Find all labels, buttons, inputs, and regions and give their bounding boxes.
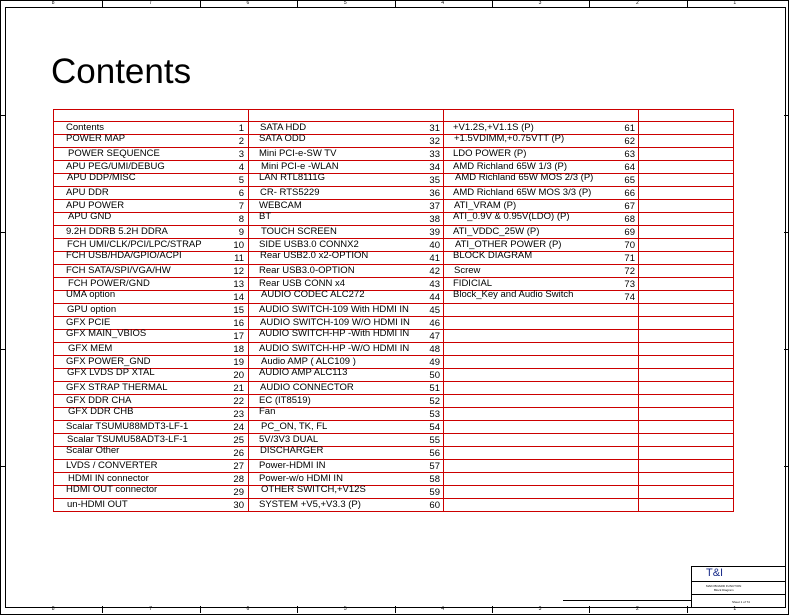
toc-entry-name: Contents xyxy=(66,122,105,133)
toc-entry-page-number: 6 xyxy=(238,188,244,199)
toc-entry-name: Audio AMP ( ALC109 ) xyxy=(261,356,356,367)
table-row-line xyxy=(53,290,734,291)
toc-entry-name: GFX LVDS DP XTAL xyxy=(67,367,155,378)
toc-entry-page-number: 34 xyxy=(429,162,440,173)
toc-entry-page-number: 10 xyxy=(233,240,244,251)
toc-entry-page-number: 38 xyxy=(429,214,440,225)
zone-label: 6 xyxy=(246,0,250,6)
zone-side-tick xyxy=(784,115,789,116)
zone-label: 8 xyxy=(51,606,55,612)
table-column-line xyxy=(248,109,249,511)
toc-entry-page-number: 70 xyxy=(624,240,635,251)
toc-entry-name: APU DDR xyxy=(66,187,109,198)
toc-entry-page-number: 57 xyxy=(429,461,440,472)
toc-entry-page-number: 31 xyxy=(429,123,440,134)
toc-entry-name: EC (IT8519) xyxy=(259,395,311,406)
toc-entry-name: Scalar TSUMU88MDT3-LF-1 xyxy=(66,421,189,432)
toc-entry-page-number: 59 xyxy=(429,487,440,498)
toc-entry-name: ATI_OTHER POWER (P) xyxy=(455,239,562,250)
zone-side-tick xyxy=(0,466,5,467)
zone-label: 5 xyxy=(343,606,347,612)
toc-entry-page-number: 49 xyxy=(429,357,440,368)
toc-entry-page-number: 20 xyxy=(233,370,244,381)
toc-entry-name: +1.5VDIMM,+0.75VTT (P) xyxy=(454,133,565,144)
toc-entry-name: ATI_VRAM (P) xyxy=(454,200,517,211)
toc-entry-name: DISCHARGER xyxy=(260,445,324,456)
zone-divider xyxy=(102,606,103,613)
table-row-line xyxy=(53,121,734,122)
toc-entry-name: AMD Richland 65W MOS 2/3 (P) xyxy=(455,172,594,183)
zone-side-tick xyxy=(0,232,5,233)
table-row-line xyxy=(53,173,734,174)
toc-entry-name: Mini PCI-e-SW TV xyxy=(259,148,337,159)
zone-divider xyxy=(102,0,103,7)
table-column-line xyxy=(443,109,444,511)
toc-entry-name: AUDIO SWITCH-109 With HDMI IN xyxy=(259,304,409,315)
zone-divider xyxy=(492,606,493,613)
zone-divider xyxy=(395,0,396,7)
toc-entry-name: Power-HDMI IN xyxy=(259,460,326,471)
zone-label: 4 xyxy=(441,606,444,612)
toc-entry-page-number: 22 xyxy=(233,396,244,407)
zone-side-tick xyxy=(784,466,789,467)
toc-entry-name: AUDIO SWITCH-HP -With HDMI IN xyxy=(259,328,410,339)
toc-entry-page-number: 71 xyxy=(624,253,635,264)
table-row-line xyxy=(53,277,734,278)
zone-label: 6 xyxy=(246,606,250,612)
zone-label: 7 xyxy=(149,606,152,612)
toc-entry-page-number: 68 xyxy=(624,214,635,225)
toc-entry-page-number: 54 xyxy=(429,422,440,433)
zone-label: 1 xyxy=(733,606,737,612)
toc-entry-page-number: 50 xyxy=(429,370,440,381)
toc-entry-name: WEBCAM xyxy=(259,200,302,211)
toc-entry-name: Power-w/o HDMI IN xyxy=(259,473,343,484)
toc-entry-page-number: 8 xyxy=(238,214,244,225)
toc-entry-name: Screw xyxy=(454,265,481,276)
table-row-line xyxy=(53,446,734,447)
zone-divider xyxy=(687,0,688,7)
title-block-divider xyxy=(692,594,785,595)
toc-entry-name: SATA ODD xyxy=(259,133,306,144)
contents-table xyxy=(53,109,734,511)
toc-entry-name: Rear USB3.0-OPTION xyxy=(259,265,355,276)
toc-entry-name: UMA option xyxy=(66,289,116,300)
zone-divider xyxy=(395,606,396,613)
toc-entry-name: GFX MEM xyxy=(68,343,113,354)
toc-entry-page-number: 66 xyxy=(624,188,635,199)
toc-entry-name: FIDICIAL xyxy=(453,278,493,289)
toc-entry-name: OTHER SWITCH,+V12S xyxy=(261,484,366,495)
toc-entry-name: Fan xyxy=(259,406,276,417)
toc-entry-name: Rear USB CONN x4 xyxy=(259,278,346,289)
title-block-line-2: Block Diagram xyxy=(714,588,734,592)
toc-entry-page-number: 63 xyxy=(624,149,635,160)
toc-entry-page-number: 64 xyxy=(624,162,635,173)
toc-entry-name: GFX DDR CHA xyxy=(66,395,132,406)
toc-entry-name: AUDIO AMP ALC113 xyxy=(259,367,348,378)
toc-entry-name: SIDE USB3.0 CONNX2 xyxy=(259,239,359,250)
toc-entry-page-number: 72 xyxy=(624,266,635,277)
toc-entry-name: FCH USB/HDA/GPIO/ACPI xyxy=(66,250,182,261)
toc-entry-page-number: 53 xyxy=(429,409,440,420)
toc-entry-page-number: 27 xyxy=(233,461,244,472)
title-block-divider xyxy=(692,581,785,582)
toc-entry-name: BT xyxy=(259,211,272,222)
toc-entry-page-number: 69 xyxy=(624,227,635,238)
toc-entry-page-number: 65 xyxy=(624,175,635,186)
toc-entry-name: FCH POWER/GND xyxy=(68,278,150,289)
table-row-line xyxy=(53,511,734,512)
toc-entry-page-number: 9 xyxy=(238,227,244,238)
toc-entry-page-number: 40 xyxy=(429,240,440,251)
title-block-line-1: MAIN BOARD FUNCTION xyxy=(706,584,742,588)
zone-side-tick xyxy=(0,349,5,350)
toc-entry-page-number: 23 xyxy=(233,409,244,420)
table-column-line xyxy=(638,109,639,511)
toc-entry-name: POWER MAP xyxy=(66,133,126,144)
toc-entry-page-number: 55 xyxy=(429,435,440,446)
toc-entry-page-number: 62 xyxy=(624,136,635,147)
toc-entry-name: HDMI IN connector xyxy=(68,473,149,484)
table-row-line xyxy=(53,355,734,356)
toc-entry-name: AUDIO SWITCH-HP -W/O HDMI IN xyxy=(259,343,410,354)
toc-entry-name: GFX DDR CHB xyxy=(68,406,134,417)
table-row-line xyxy=(53,212,734,213)
toc-entry-name: FCH UMI/CLK/PCI/LPC/STRAP xyxy=(67,239,202,250)
toc-entry-page-number: 16 xyxy=(233,318,244,329)
toc-entry-name: GFX STRAP THERMAL xyxy=(66,382,168,393)
zone-label: 3 xyxy=(538,0,542,6)
toc-entry-page-number: 21 xyxy=(233,383,244,394)
toc-entry-name: Block_Key and Audio Switch xyxy=(453,289,574,300)
company-logo: T&I xyxy=(706,567,724,579)
toc-entry-page-number: 11 xyxy=(234,253,244,264)
toc-entry-name: LVDS / CONVERTER xyxy=(66,460,158,471)
zone-side-tick xyxy=(784,349,789,350)
zone-ruler-bottom xyxy=(5,606,784,613)
toc-entry-page-number: 47 xyxy=(429,331,440,342)
zone-label: 5 xyxy=(343,0,347,6)
toc-entry-page-number: 4 xyxy=(238,162,244,173)
toc-entry-name: APU PEG/UMI/DEBUG xyxy=(66,161,165,172)
zone-side-tick xyxy=(0,115,5,116)
toc-entry-page-number: 45 xyxy=(429,305,440,316)
zone-divider xyxy=(200,0,201,7)
table-column-line xyxy=(53,109,54,511)
title-block-extension xyxy=(563,600,691,607)
toc-entry-name: Mini PCI-e -WLAN xyxy=(261,161,339,172)
toc-entry-page-number: 42 xyxy=(429,266,440,277)
toc-entry-name: AUDIO CONNECTOR xyxy=(260,382,354,393)
toc-entry-name: TOUCH SCREEN xyxy=(261,226,337,237)
toc-entry-name: AMD Richland 65W MOS 3/3 (P) xyxy=(453,187,592,198)
toc-entry-page-number: 67 xyxy=(624,201,635,212)
table-row-line xyxy=(53,407,734,408)
toc-entry-page-number: 52 xyxy=(429,396,440,407)
table-row-line xyxy=(53,498,734,499)
toc-entry-name: +V1.2S,+V1.1S (P) xyxy=(453,122,534,133)
zone-divider xyxy=(297,606,298,613)
page-title: Contents xyxy=(51,52,192,91)
toc-entry-page-number: 36 xyxy=(429,188,440,199)
toc-entry-name: CR- RTS5229 xyxy=(260,187,320,198)
toc-entry-page-number: 44 xyxy=(429,292,440,303)
toc-entry-page-number: 14 xyxy=(233,292,244,303)
toc-entry-name: 5V/3V3 DUAL xyxy=(259,434,319,445)
toc-entry-name: APU DDP/MISC xyxy=(67,172,136,183)
toc-entry-name: POWER SEQUENCE xyxy=(68,148,160,159)
zone-divider xyxy=(297,0,298,7)
toc-entry-page-number: 46 xyxy=(429,318,440,329)
toc-entry-page-number: 32 xyxy=(429,136,440,147)
toc-entry-name: AMD Richland 65W 1/3 (P) xyxy=(453,161,568,172)
toc-entry-name: GFX PCIE xyxy=(66,317,111,328)
toc-entry-page-number: 51 xyxy=(429,383,440,394)
title-block xyxy=(691,566,786,608)
toc-entry-page-number: 56 xyxy=(429,448,440,459)
toc-entry-page-number: 37 xyxy=(429,201,440,212)
zone-divider xyxy=(589,0,590,7)
toc-entry-name: 9.2H DDRB 5.2H DDRA xyxy=(66,226,168,237)
toc-entry-name: ATI_VDDC_25W (P) xyxy=(453,226,540,237)
toc-entry-name: AUDIO CODEC ALC272 xyxy=(261,289,365,300)
table-row-line xyxy=(53,394,734,395)
toc-entry-page-number: 43 xyxy=(429,279,440,290)
toc-entry-name: SATA HDD xyxy=(260,122,307,133)
toc-entry-page-number: 26 xyxy=(233,448,244,459)
zone-label: 8 xyxy=(51,0,55,6)
toc-entry-name: ATI_0.9V & 0.95V(LDO) (P) xyxy=(453,211,570,222)
toc-entry-name: Scalar TSUMU58ADT3-LF-1 xyxy=(67,434,188,445)
zone-label: 1 xyxy=(733,0,737,6)
toc-entry-page-number: 41 xyxy=(429,253,440,264)
toc-entry-page-number: 74 xyxy=(624,292,635,303)
zone-label: 4 xyxy=(441,0,444,6)
toc-entry-page-number: 28 xyxy=(233,474,244,485)
toc-entry-name: HDMI OUT connector xyxy=(66,484,158,495)
toc-entry-page-number: 61 xyxy=(624,123,635,134)
toc-entry-name: Scalar Other xyxy=(66,445,120,456)
toc-entry-name: AUDIO SWITCH-109 W/O HDMI IN xyxy=(260,317,410,328)
zone-divider xyxy=(492,0,493,7)
toc-entry-name: LAN RTL8111G xyxy=(259,172,326,183)
zone-label: 7 xyxy=(149,0,152,6)
toc-entry-name: PC_ON, TK, FL xyxy=(261,421,328,432)
toc-entry-page-number: 5 xyxy=(238,175,244,186)
toc-entry-page-number: 2 xyxy=(238,136,244,147)
table-row-line xyxy=(53,134,734,135)
toc-entry-page-number: 29 xyxy=(233,487,244,498)
toc-entry-page-number: 35 xyxy=(429,175,440,186)
table-row-line xyxy=(53,368,734,369)
zone-label: 3 xyxy=(538,606,542,612)
sheet-number: Sheet 1 of 74 xyxy=(732,600,750,604)
toc-entry-page-number: 3 xyxy=(238,149,244,160)
table-column-line xyxy=(733,109,734,511)
toc-entry-name: un-HDMI OUT xyxy=(67,499,128,510)
toc-entry-name: APU POWER xyxy=(66,200,125,211)
table-row-line xyxy=(53,186,734,187)
toc-entry-page-number: 19 xyxy=(233,357,244,368)
toc-entry-page-number: 12 xyxy=(233,266,244,277)
toc-entry-page-number: 17 xyxy=(233,331,244,342)
toc-entry-name: SYSTEM +V5,+V3.3 (P) xyxy=(259,499,361,510)
toc-entry-page-number: 60 xyxy=(429,500,440,511)
zone-label: 2 xyxy=(635,606,639,612)
table-row-line xyxy=(53,199,734,200)
toc-entry-name: LDO POWER (P) xyxy=(453,148,527,159)
toc-entry-page-number: 13 xyxy=(233,279,244,290)
zone-divider xyxy=(589,606,590,613)
zone-divider xyxy=(200,606,201,613)
toc-entry-page-number: 58 xyxy=(429,474,440,485)
toc-entry-name: GPU option xyxy=(67,304,117,315)
toc-entry-page-number: 39 xyxy=(429,227,440,238)
toc-entry-page-number: 15 xyxy=(233,305,244,316)
toc-entry-name: GFX MAIN_VBIOS xyxy=(66,328,147,339)
zone-divider xyxy=(687,606,688,613)
toc-entry-page-number: 1 xyxy=(238,123,244,134)
table-row-line xyxy=(53,109,734,110)
toc-entry-name: GFX POWER_GND xyxy=(66,356,151,367)
toc-entry-name: FCH SATA/SPI/VGA/HW xyxy=(66,265,171,276)
table-row-line xyxy=(53,472,734,473)
toc-entry-page-number: 7 xyxy=(238,201,244,212)
zone-ruler-top xyxy=(5,0,784,7)
toc-entry-name: Rear USB2.0 x2-OPTION xyxy=(260,250,369,261)
zone-side-tick xyxy=(784,232,789,233)
toc-entry-name: BLOCK DIAGRAM xyxy=(453,250,533,261)
toc-entry-page-number: 33 xyxy=(429,149,440,160)
toc-entry-name: APU GND xyxy=(68,211,112,222)
zone-label: 2 xyxy=(635,0,639,6)
toc-entry-page-number: 25 xyxy=(233,435,244,446)
toc-entry-page-number: 30 xyxy=(233,500,244,511)
toc-entry-page-number: 18 xyxy=(233,344,244,355)
toc-entry-page-number: 73 xyxy=(624,279,635,290)
toc-entry-page-number: 48 xyxy=(429,344,440,355)
toc-entry-page-number: 24 xyxy=(233,422,244,433)
